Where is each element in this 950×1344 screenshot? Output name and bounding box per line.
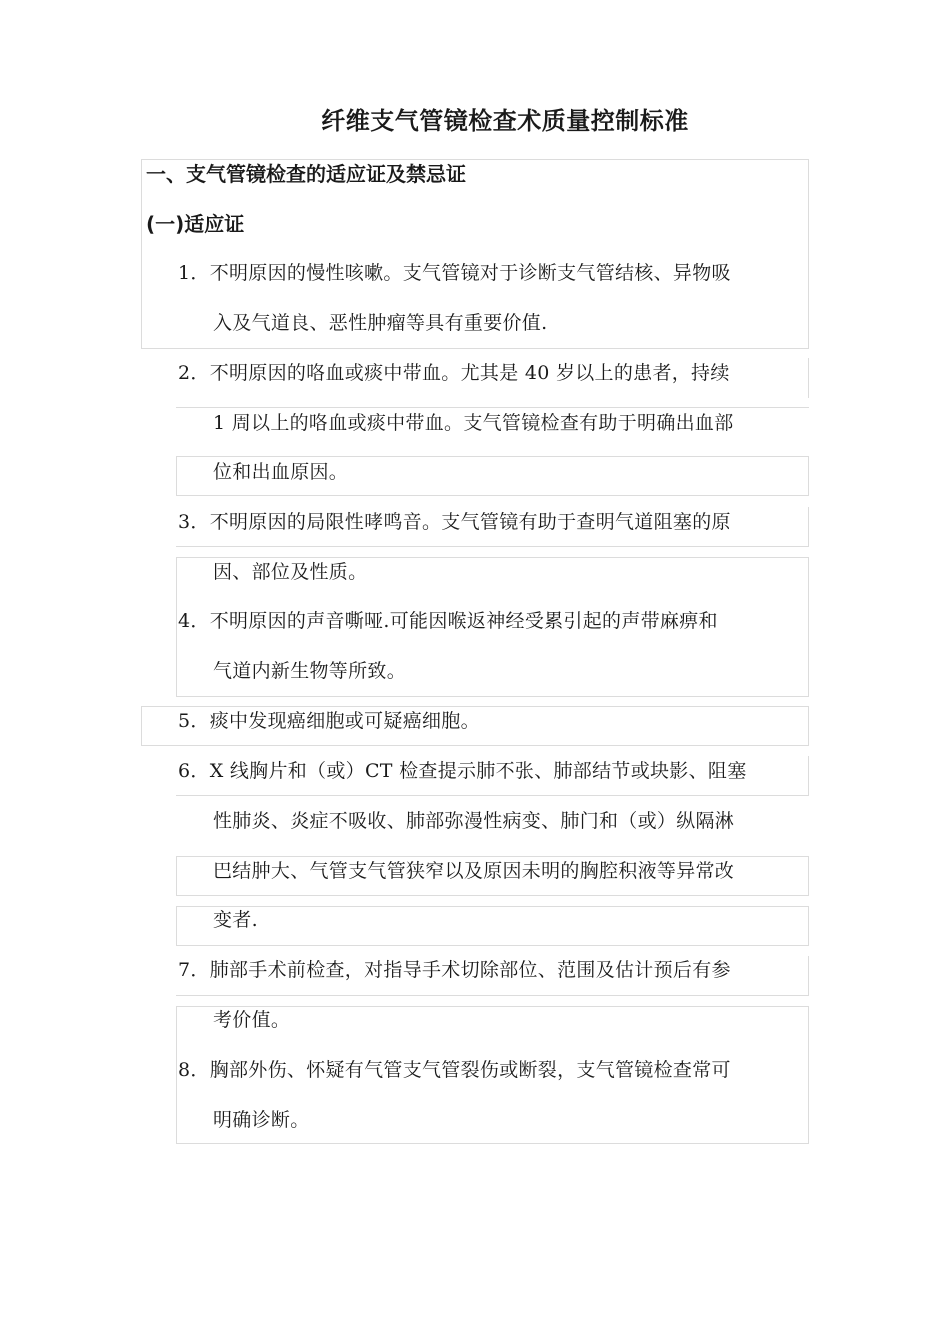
list-item-8-line-1: 8．胸部外伤、怀疑有气管支气管裂伤或断裂，支气管镜检查常可: [178, 1059, 731, 1081]
subsection-heading: (一)适应证: [146, 212, 245, 236]
table-rule: [808, 507, 809, 547]
list-item-1-line-2: 入及气道良、恶性肿瘤等具有重要价值.: [213, 312, 548, 334]
list-item-8-line-2: 明确诊断。: [213, 1109, 310, 1131]
section-heading: 一、支气管镜检查的适应证及禁忌证: [146, 162, 466, 186]
list-item-3-line-2: 因、部位及性质。: [213, 561, 368, 583]
list-item-2-line-3: 位和出血原因。: [213, 461, 349, 483]
table-frame: [176, 906, 809, 946]
list-item-6-line-4: 变者.: [213, 909, 258, 931]
list-item-6-line-2: 性肺炎、炎症不吸收、肺部弥漫性病变、肺门和（或）纵隔淋: [213, 810, 735, 832]
table-rule: [176, 546, 809, 547]
list-item-4-line-2: 气道内新生物等所致。: [213, 660, 407, 682]
list-item-5-line-1: 5．痰中发现癌细胞或可疑癌细胞。: [178, 710, 480, 732]
list-item-6-line-1: 6．X 线胸片和（或）CT 检查提示肺不张、肺部结节或块影、阻塞: [178, 760, 747, 782]
document-title: 纤维支气管镜检查术质量控制标准: [321, 107, 689, 135]
list-item-4-line-1: 4．不明原因的声音嘶哑.可能因喉返神经受累引起的声带麻痹和: [178, 610, 718, 632]
list-item-2-line-2: 1 周以上的咯血或痰中带血。支气管镜检查有助于明确出血部: [213, 412, 734, 434]
list-item-3-line-1: 3．不明原因的局限性哮鸣音。支气管镜有助于查明气道阻塞的原: [178, 511, 731, 533]
list-item-6-line-3: 巴结肿大、气管支气管狭窄以及原因未明的胸腔积液等异常改: [213, 860, 735, 882]
table-rule: [808, 358, 809, 398]
list-item-1-line-1: 1．不明原因的慢性咳嗽。支气管镜对于诊断支气管结核、异物吸: [178, 262, 731, 284]
list-item-7-line-2: 考价值。: [213, 1009, 291, 1031]
list-item-7-line-1: 7．肺部手术前检查，对指导手术切除部位、范围及估计预后有参: [178, 959, 731, 981]
list-item-2-line-1: 2．不明原因的咯血或痰中带血。尤其是 40 岁以上的患者，持续: [178, 362, 730, 384]
table-rule: [808, 756, 809, 796]
table-rule: [176, 995, 809, 996]
table-rule: [808, 956, 809, 996]
table-rule: [176, 795, 809, 796]
